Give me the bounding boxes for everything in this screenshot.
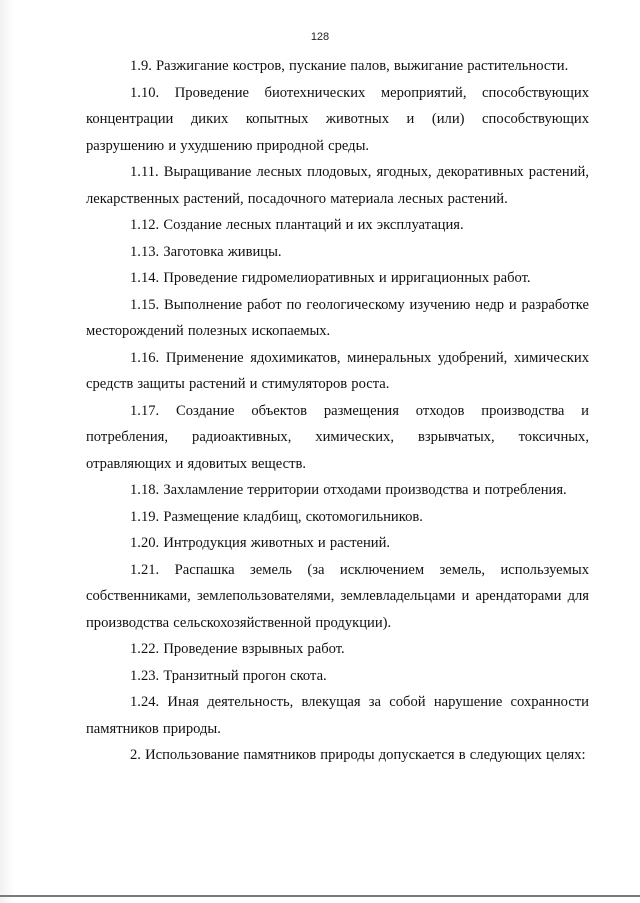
document-body — [86, 53, 589, 769]
paragraph-1-14: 1.14. Проведение гидромелиоративных и ирригационных работ. — [130, 270, 531, 286]
paragraph-1-10: 1.10. Проведение биотехнических мероприятий, способствующих концентрации диких копытных животных и (или) способствующих разрушению и ухудшению природной среды. — [86, 84, 589, 154]
bottom-scan-line — [0, 895, 640, 897]
paragraph-1-19: 1.19. Размещение кладбищ, скотомогильников. — [130, 508, 423, 525]
paragraph-1-23: 1.23. Транзитный прогон скота. — [130, 667, 327, 684]
paragraph-1-24: 1.24. Иная деятельность, влекущая за собой нарушение сохранности памятников природы. — [86, 694, 589, 737]
paragraph-1-16: 1.16. Применение ядохимикатов, минеральных удобрений, химических средств защиты растений и стимуляторов роста. — [86, 349, 589, 392]
paragraph-1-12: 1.12. Создание лесных плантаций и их эксплуатация. — [130, 217, 464, 233]
paragraph-1-22: 1.22. Проведение взрывных работ. — [130, 641, 345, 657]
paragraph-1-9: 1.9. Разжигание костров, пускание палов, выжигание растительности. — [130, 58, 569, 74]
paragraph-1-11: 1.11. Выращивание лесных плодовых, ягодных, декоративных растений, лекарственных растений, посадочного материала лесных растений. — [86, 164, 589, 207]
paragraph-1-20: 1.20. Интродукция животных и растений. — [130, 535, 391, 551]
paragraph-1-15: 1.15. Выполнение работ по геологическому изучению недр и разработке месторождений полезных ископаемых. — [86, 296, 589, 339]
paragraph-1-13: 1.13. Заготовка живицы. — [130, 243, 282, 260]
paragraph-2: 2. Использование памятников природы допускается в следующих целях: — [130, 747, 586, 763]
paragraph-1-21: 1.21. Распашка земель (за исключением земель, используемых собственниками, землепользователями, землевладельцами и арендаторами для производства сельскохозяйственной продукции). — [86, 561, 589, 631]
page-number: 128 — [310, 31, 330, 43]
paragraph-1-17: 1.17. Создание объектов размещения отходов производства и потребления, радиоактивных, химических, взрывчатых, токсичных, отравляющих и ядовитых веществ. — [86, 402, 589, 472]
scan-edge-shadow — [0, 0, 14, 903]
paragraph-1-18: 1.18. Захламление территории отходами производства и потребления. — [130, 482, 567, 498]
